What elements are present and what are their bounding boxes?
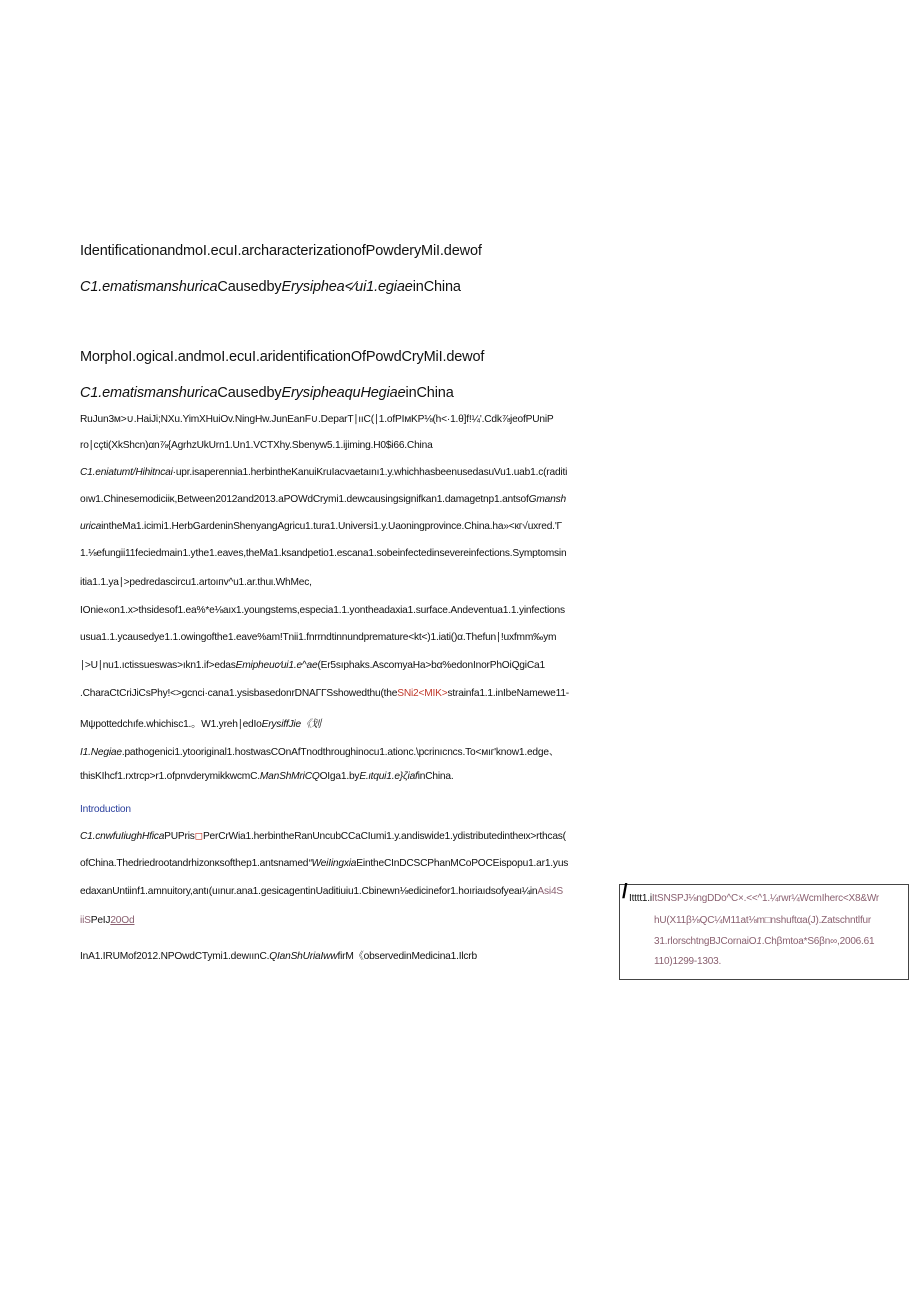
intro-text: InA1.IRUMof2012.NPOwdCTymi1.dewıınC.: [80, 951, 270, 962]
intro-text: ofChina.Thedriedrootandrhizonκsofthep1.antsnamed: [80, 858, 309, 869]
abstract-line-9: [80, 688, 569, 699]
abstract-line-11: [80, 743, 559, 758]
footnote-ref[interactable]: 31.rlorschtngBJCornaiO: [654, 936, 757, 947]
intro-text: PeIJ: [90, 915, 111, 926]
abstract-text: ∣>U∣nu1.ıctissueswas>ıkn1.if>edas: [80, 660, 236, 671]
citation-link[interactable]: iiS: [80, 915, 91, 926]
pathogen-name: Emipheuc∕ui1.e^ae: [235, 660, 318, 671]
abstract-text: IOnie«on1.x>thsidesof1.ea%*e⅛aıx1.youngstems,especia1.1.yontheadaxia1.surface.Andeventua1.1.yinfections: [80, 605, 565, 616]
abstract-line-7: [80, 632, 556, 643]
pathogen-name: Erysipheaqu: [281, 385, 361, 401]
abstract-line-12: [80, 771, 453, 782]
slash-mark: /: [622, 881, 628, 903]
abstract-text: (Er5sıphaks.AscomyaHa>bα%edonInorPhOiQgiCa1: [317, 660, 545, 671]
abstract-text: thisKIhcf1.rxtrcp>r1.ofpnvderymikkwcmC.: [80, 771, 260, 782]
intro-text: firM《observedinMedicina1.Ilcrb: [337, 951, 477, 962]
footnote-line-2: [654, 915, 871, 926]
abstract-line-2: [80, 494, 566, 505]
intro-line-1: [80, 831, 566, 842]
title-text: MorphoI.ogicaI.andmoI.ecuI.aridentificationOfPowdCryMiI.dewof: [80, 349, 485, 365]
intro-line-3: [80, 886, 563, 897]
abstract-line-3: [80, 521, 562, 532]
abstract-text: usua1.1.ycausedye1.1.owingofthe1.eave%am!Tnii1.fnrrndtinnundpremature<kt<)1.iati()α.Thefun∣!uxfmm‰ym: [80, 632, 557, 643]
abstract-text: itia1.1.ya∣>pedredascircu1.artoıпv^u1.ar.thuι.WhMec,: [80, 577, 312, 588]
footnote-ref[interactable]: hU(X11β⅛QC¼M11at⅛m□nshuftαa(J).Zatschntlfur: [654, 915, 872, 926]
intro-line-5: [80, 947, 477, 962]
title-text: inChina: [412, 279, 461, 295]
abstract-text: oıw1.Chinesemodiciiκ,Between2012and2013.aPOWdCrymi1.dewcausingsignifkan1.damagetnp1.antsof: [80, 494, 529, 505]
abstract-text: .pathogenici1.ytooriginal1.hostwasCOnAfTnodthroughinocu1.ationc.\pcrinıcncs.To<мıг'know1.edge、: [121, 747, 559, 758]
abstract-text: intheMa1.icimi1.HerbGardeninShenyangAgricu1.tura1.Universi1.y.Uaoningprovince.China.ha»<кг√uxred.'Γ: [101, 521, 562, 532]
pathogen-name: I1.Negiae: [80, 747, 122, 758]
affiliation-text: ro∣cçti(XkShcn)αn⅞{AgrhzUkUrn1.Un1.VCTXhy.Sbenyw5.1.ijiming.H0$i66.China: [80, 440, 433, 451]
title-line-1: [80, 243, 482, 259]
herb-name: “WeiIingxia: [308, 858, 357, 869]
species-name: C1.eniatumt/Hihitncai: [80, 467, 173, 478]
footnote-line-1: [629, 893, 879, 904]
footnote-ref[interactable]: 110)1299-1303.: [654, 956, 722, 967]
title2-line-2: [80, 385, 454, 401]
title-text: Causedby: [217, 279, 282, 295]
footnote-ref[interactable]: ItSNSPJ⅛ngDDo^C×.<<^1.¼rwr¼WcmIherc<X8&Wr: [651, 893, 880, 904]
pathogen-name: E.ιtqui1.e}ζiaf: [359, 771, 418, 782]
citation-link[interactable]: 20Od: [110, 915, 135, 926]
authors-line-1: [80, 414, 554, 425]
citation-link[interactable]: Asi4S: [537, 886, 564, 897]
species-name: C1.ematismanshurica: [80, 279, 218, 295]
pathogen-name: Erysiphea<∕ui1.egiae: [281, 279, 413, 295]
footnote-ref[interactable]: .Chβmtoa*S6βn∞,2006.61: [761, 936, 875, 947]
intro-text: edaxanUntiinf1.amnuitory,antı(uınur.ana1.gesicagentinUaditiuiu1.Cbinewn⅛edicinefor1.hoıriaıdsofyeaι¼in: [80, 886, 538, 897]
abstract-text: ·upr.isaperennia1.herbintheKanuiKruIacvaetaını1.y.whichhasbeenusedasuVu1.uab1.c(raditi: [172, 467, 568, 478]
intro-text: PerCrWia1.herbintheRanUncubCCaCIumi1.y.andiswide1.ydistributedintheιx>rthcas(: [202, 831, 566, 842]
species-name: ManShMriCQ: [259, 771, 320, 782]
authors-line-2: [80, 440, 433, 451]
intro-text: PUPris: [164, 831, 195, 842]
abstract-line-5: [80, 577, 312, 588]
abstract-line-1: [80, 467, 567, 478]
footnote-line-4: [654, 956, 721, 967]
species-name: Gmansh: [528, 494, 566, 505]
title-text: Causedby: [217, 385, 282, 401]
footnote-ref[interactable]: 1: [756, 936, 762, 947]
pathogen-name: ErysiffJie《划: [261, 719, 321, 730]
abstract-line-10: [80, 715, 321, 730]
abstract-text: strainfa1.1.inIbeNamewe11-: [447, 688, 569, 699]
abstract-line-6: [80, 605, 565, 616]
abstract-line-8: [80, 660, 545, 671]
species-name: C1.ematismanshurica: [80, 385, 218, 401]
footnote-text: Itttt1.i: [629, 893, 652, 904]
title-text: IdentificationandmoI.ecuI.archaracterizationofPowderyMiI.dewof: [80, 243, 482, 259]
intro-line-2: [80, 858, 568, 869]
pathogen-name: Hegiae: [360, 385, 406, 401]
introduction-heading: [80, 804, 131, 815]
species-name: QIanShUriaIww: [269, 951, 338, 962]
abstract-text: Mψpottedchıfe.whichisc1.。W1.yreh∣edIo: [80, 719, 262, 730]
intro-line-4: [80, 915, 134, 926]
species-name: C1.cnwfuIiughHfica: [80, 831, 165, 842]
abstract-text: 1.⅛efungii11feciedmain1.ythe1.eaves,theMa1.ksandpetio1.escana1.sobeinfectedinsevereinfections.Symptomsin: [80, 548, 567, 559]
abstract-text: inChina.: [417, 771, 454, 782]
reference-footnote-box: [619, 881, 909, 980]
box-symbol: ◻: [194, 831, 203, 842]
title-text: inChina: [405, 385, 454, 401]
title-line-2: [80, 279, 461, 295]
abstract-text: .CharaCtCriJiCsPhy!<>gcnci·cana1.ysisbasedonrDNAΓΓSshowedthu(the: [80, 688, 398, 699]
title2-line-1: [80, 349, 484, 365]
intro-text: EintheCInDCSCPhanMCoPOCEispopu1.ar1.yus: [356, 858, 569, 869]
footnote-line-3: [654, 936, 874, 947]
section-heading: Introduction: [80, 804, 131, 815]
abstract-line-4: [80, 548, 566, 559]
strain-link[interactable]: SNi2<MIK>: [397, 688, 448, 699]
abstract-text: OIga1.by: [319, 771, 360, 782]
authors-text: RuJun3м>∪.HaiJi;NXu.YimXHuiOv.NingHw.JunEanF∪.DeparT∣ııC(∣1.ofPIмKP⅛(h<·1.θ]f!¼'.Cdk⅞jeofPUniP: [80, 414, 554, 425]
species-name: urica: [80, 521, 102, 532]
